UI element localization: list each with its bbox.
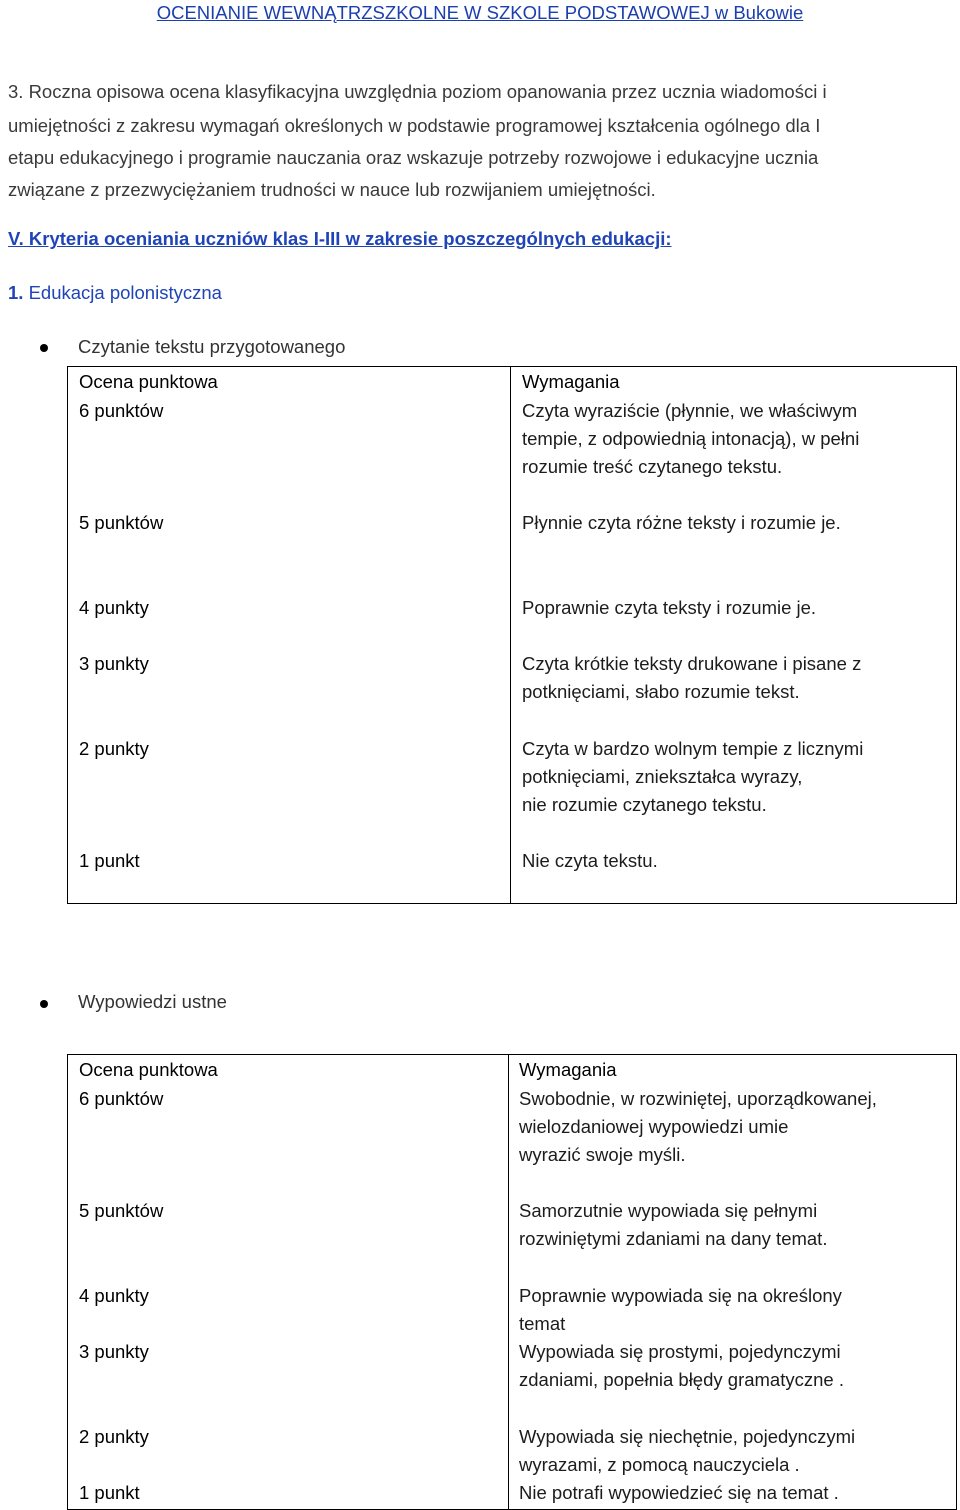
reading-header-score: Ocena punktowa xyxy=(79,371,218,392)
speaking-requirement: wyrazić swoje myśli. xyxy=(519,1144,686,1165)
reading-score: 1 punkt xyxy=(79,850,140,871)
reading-score: 5 punktów xyxy=(79,512,164,533)
paragraph-line: umiejętności z zakresu wymagań określonych w podstawie programowej kształcenia ogólnego dla I xyxy=(8,115,821,136)
speaking-header-requirements: Wymagania xyxy=(519,1059,617,1080)
speaking-score: 1 punkt xyxy=(79,1482,140,1503)
speaking-requirement: Nie potrafi wypowiedzieć się na temat . xyxy=(519,1482,839,1503)
speaking-requirement: zdaniami, popełnia błędy gramatyczne . xyxy=(519,1369,844,1390)
reading-requirement: rozumie treść czytanego tekstu. xyxy=(522,456,783,477)
speaking-score: 2 punkty xyxy=(79,1426,149,1447)
speaking-requirement: temat xyxy=(519,1313,566,1334)
subsection-label: Edukacja polonistyczna xyxy=(28,282,222,303)
reading-requirement: potknięciami, słabo rozumie tekst. xyxy=(522,681,800,702)
speaking-score: 5 punktów xyxy=(79,1200,164,1221)
section-heading: V. Kryteria oceniania uczniów klas I-III w zakresie poszczególnych edukacji: xyxy=(8,228,672,249)
speaking-requirement: Samorzutnie wypowiada się pełnymi xyxy=(519,1200,818,1221)
subsection-heading xyxy=(8,282,222,304)
speaking-requirement: Wypowiada się niechętnie, pojedynczymi xyxy=(519,1426,856,1447)
document-title: OCENIANIE WEWNĄTRZSZKOLNE W SZKOLE PODSTAWOWEJ w Bukowie xyxy=(156,2,804,23)
subsection-number: 1. xyxy=(8,282,24,303)
paragraph-line: etapu edukacyjnego i programie nauczania oraz wskazuje potrzeby rozwojowe i edukacyjne ucznia xyxy=(8,147,819,168)
reading-header-requirements: Wymagania xyxy=(522,371,620,392)
reading-requirement: Czyta w bardzo wolnym tempie z licznymi xyxy=(522,738,864,759)
speaking-requirement: Wypowiada się prostymi, pojedynczymi xyxy=(519,1341,841,1362)
reading-score: 2 punkty xyxy=(79,738,149,759)
speaking-requirement: Poprawnie wypowiada się na określony xyxy=(519,1285,842,1306)
bullet-speaking: Wypowiedzi ustne xyxy=(78,991,227,1012)
reading-requirement: nie rozumie czytanego tekstu. xyxy=(522,794,767,815)
table-divider xyxy=(510,366,511,904)
reading-requirement: Czyta krótkie teksty drukowane i pisane z xyxy=(522,653,862,674)
speaking-score: 6 punktów xyxy=(79,1088,164,1109)
table-divider xyxy=(508,1054,509,1510)
speaking-requirement: wyrazami, z pomocą nauczyciela . xyxy=(519,1454,800,1475)
bullet-icon xyxy=(40,1000,48,1008)
speaking-requirement: rozwiniętymi zdaniami na dany temat. xyxy=(519,1228,828,1249)
bullet-icon xyxy=(40,344,48,352)
paragraph-line: związane z przezwyciężaniem trudności w nauce lub rozwijaniem umiejętności. xyxy=(8,179,656,200)
bullet-reading: Czytanie tekstu przygotowanego xyxy=(78,336,346,357)
reading-requirement: Poprawnie czyta teksty i rozumie je. xyxy=(522,597,817,618)
speaking-score: 4 punkty xyxy=(79,1285,149,1306)
reading-requirement: Czyta wyraziście (płynnie, we właściwym xyxy=(522,400,858,421)
reading-requirement: Nie czyta tekstu. xyxy=(522,850,658,871)
reading-requirement: Płynnie czyta różne teksty i rozumie je. xyxy=(522,512,841,533)
speaking-score: 3 punkty xyxy=(79,1341,149,1362)
reading-score: 3 punkty xyxy=(79,653,149,674)
speaking-requirement: Swobodnie, w rozwiniętej, uporządkowanej, xyxy=(519,1088,877,1109)
speaking-header-score: Ocena punktowa xyxy=(79,1059,218,1080)
speaking-requirement: wielozdaniowej wypowiedzi umie xyxy=(519,1116,789,1137)
paragraph-line: 3. Roczna opisowa ocena klasyfikacyjna uwzględnia poziom opanowania przez ucznia wiadomości i xyxy=(8,81,827,102)
reading-score: 6 punktów xyxy=(79,400,164,421)
reading-requirement: potknięciami, zniekształca wyrazy, xyxy=(522,766,803,787)
reading-requirement: tempie, z odpowiednią intonacją), w pełni xyxy=(522,428,860,449)
reading-score: 4 punkty xyxy=(79,597,149,618)
